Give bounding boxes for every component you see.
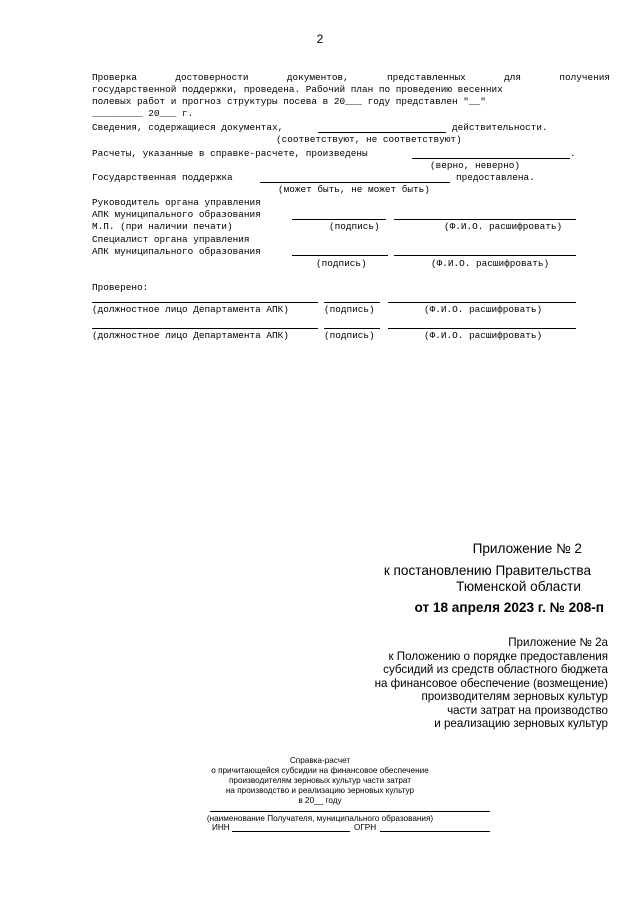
appendix-2a-line: и реализацию зерновых культур: [434, 717, 608, 730]
spec-title-1: Специалист органа управления: [92, 234, 250, 245]
fio-hint: (Ф.И.О. расшифровать): [444, 221, 563, 232]
signature-hint: (подпись): [316, 258, 367, 269]
appendix-2a-line: к Положению о порядке предоставления: [388, 650, 608, 663]
verification-line-3: полевых работ и прогноз структуры посева в 20___ году представлен "__": [92, 96, 486, 107]
appendix-2a-line: субсидий из средств областного бюджета: [383, 663, 608, 676]
fio-hint: (Ф.И.О. расшифровать): [431, 258, 550, 269]
recipient-hint: (наименование Получателя, муниципального образования): [206, 814, 434, 823]
appendix-2a-title: Приложение № 2а: [508, 636, 608, 649]
calc-hint: (верно, неверно): [430, 160, 521, 171]
state-support-hint: (может быть, не может быть): [278, 184, 430, 195]
calc-title: Справка-расчет: [289, 756, 351, 765]
appendix-2-line-3: Тюменской области: [456, 579, 581, 594]
info-end: действительности.: [452, 122, 548, 133]
calc-subtitle: на производство и реализацию зерновых культур: [225, 786, 415, 795]
verification-line-1: [92, 72, 610, 84]
fio-hint: (Ф.И.О. расшифровать): [424, 304, 543, 315]
recipient-name-line: [210, 811, 490, 812]
page-number: 2: [316, 32, 324, 46]
official-fio-line-1: [388, 302, 576, 303]
appendix-2-line-2: к постановлению Правительства: [383, 563, 591, 578]
official-signature-line-2: [324, 328, 380, 329]
signature-hint: (подпись): [324, 330, 375, 341]
appendix-2a-line: производителям зерновых культур: [421, 690, 608, 703]
calc-subtitle: производителям зерновых культур части затрат: [228, 776, 412, 785]
calc-label: Расчеты, указанные в справке-расчете, произведены: [92, 148, 368, 159]
official-line-2: [92, 328, 318, 329]
calc-blank: [412, 158, 570, 159]
head-fio-line: [394, 219, 576, 220]
head-title-1: Руководитель органа управления: [92, 197, 261, 208]
state-support-end: предоставлена.: [456, 172, 535, 183]
signature-hint: (подпись): [329, 221, 380, 232]
ogrn-label: ОГРН: [354, 823, 377, 832]
word: документов,: [286, 72, 349, 83]
appendix-2-title: Приложение № 2: [472, 541, 582, 556]
info-hint: (соответствуют, не соответствуют): [276, 134, 462, 145]
word: представленных: [387, 72, 466, 83]
info-blank: [318, 132, 446, 133]
appendix-2-date: от 18 апреля 2023 г. № 208-п: [414, 600, 604, 615]
spec-title-2: АПК муниципального образования: [92, 246, 261, 257]
official-signature-line-1: [324, 302, 380, 303]
info-label: Сведения, содержащиеся документах,: [92, 122, 284, 133]
state-support-blank: [260, 182, 450, 183]
word: получения: [559, 72, 610, 83]
calc-year: в 20__ году: [298, 796, 342, 805]
word: для: [504, 72, 522, 83]
official-fio-line-2: [388, 328, 576, 329]
dept-official-hint: (должностное лицо Департамента АПК): [92, 304, 289, 315]
word: Проверка: [92, 72, 138, 83]
verification-line-2: государственной поддержки, проведена. Рабочий план по проведению весенних: [92, 84, 503, 95]
inn-blank: [232, 831, 350, 832]
dept-official-hint: (должностное лицо Департамента АПК): [92, 330, 289, 341]
word: достоверности: [175, 72, 249, 83]
signature-hint: (подпись): [324, 304, 375, 315]
state-support-label: Государственная поддержка: [92, 172, 233, 183]
official-line-1: [92, 302, 318, 303]
spec-fio-line: [394, 255, 576, 256]
spec-signature-line: [292, 255, 388, 256]
appendix-2a-line: на финансовое обеспечение (возмещение): [374, 677, 608, 690]
checked-label: Проверено:: [92, 282, 149, 293]
ogrn-blank: [380, 831, 490, 832]
document-page: 2 Проверка достоверности документов, представленных для получения государственной поддержки, проведена. Рабочий план по проведению весенних полевых работ и прогноз структуры посева в 20___ году представлен "__" _________ 20___ г. Сведения, содержащиеся документах, действительности. (соответствуют, не соответствуют) Расчеты, указанные в справке-расчете, произведены . (верно, неверно) Государственная поддержка предоставлена. (может быть, не может быть) Руководитель органа управления АПК муниципального образования М.П. (при наличии печати) (подпись) (Ф.И.О. расшифровать) Специалист органа управления АПК муниципального образования (подпись) (Ф.И.О. расшифровать) Проверено: (должностное лицо Департамента АПК) (подпись) (Ф.И.О. расшифровать) (должностное лицо Департамента АПК) (подпись) (Ф.И.О. расшифровать) Приложение № 2 к постановлению Правительства Тюменской области от 18 апреля 2023 г. № 208-п Приложение № 2а к Положению о порядке предоставления субсидий из средств областного бюджета на финансовое обеспечение (возмещение) производителям зерновых культур части затрат на производство и реализацию зерновых культур Справка-расчет о причитающейся субсидии на финансовое обеспечение производителям зерновых культур части затрат на производство и реализацию зерновых культур в 20__ году (наименование Получателя, муниципального образования) ИНН ОГРН: [0, 0, 640, 905]
head-signature-line: [292, 219, 386, 220]
fio-hint: (Ф.И.О. расшифровать): [424, 330, 543, 341]
appendix-2a-line: части затрат на производство: [447, 704, 608, 717]
calc-subtitle: о причитающейся субсидии на финансовое обеспечение: [211, 766, 429, 775]
inn-label: ИНН: [212, 823, 230, 832]
head-title-2: АПК муниципального образования: [92, 209, 261, 220]
stamp-note: М.П. (при наличии печати): [92, 221, 233, 232]
verification-line-4: _________ 20___ г.: [92, 108, 194, 119]
